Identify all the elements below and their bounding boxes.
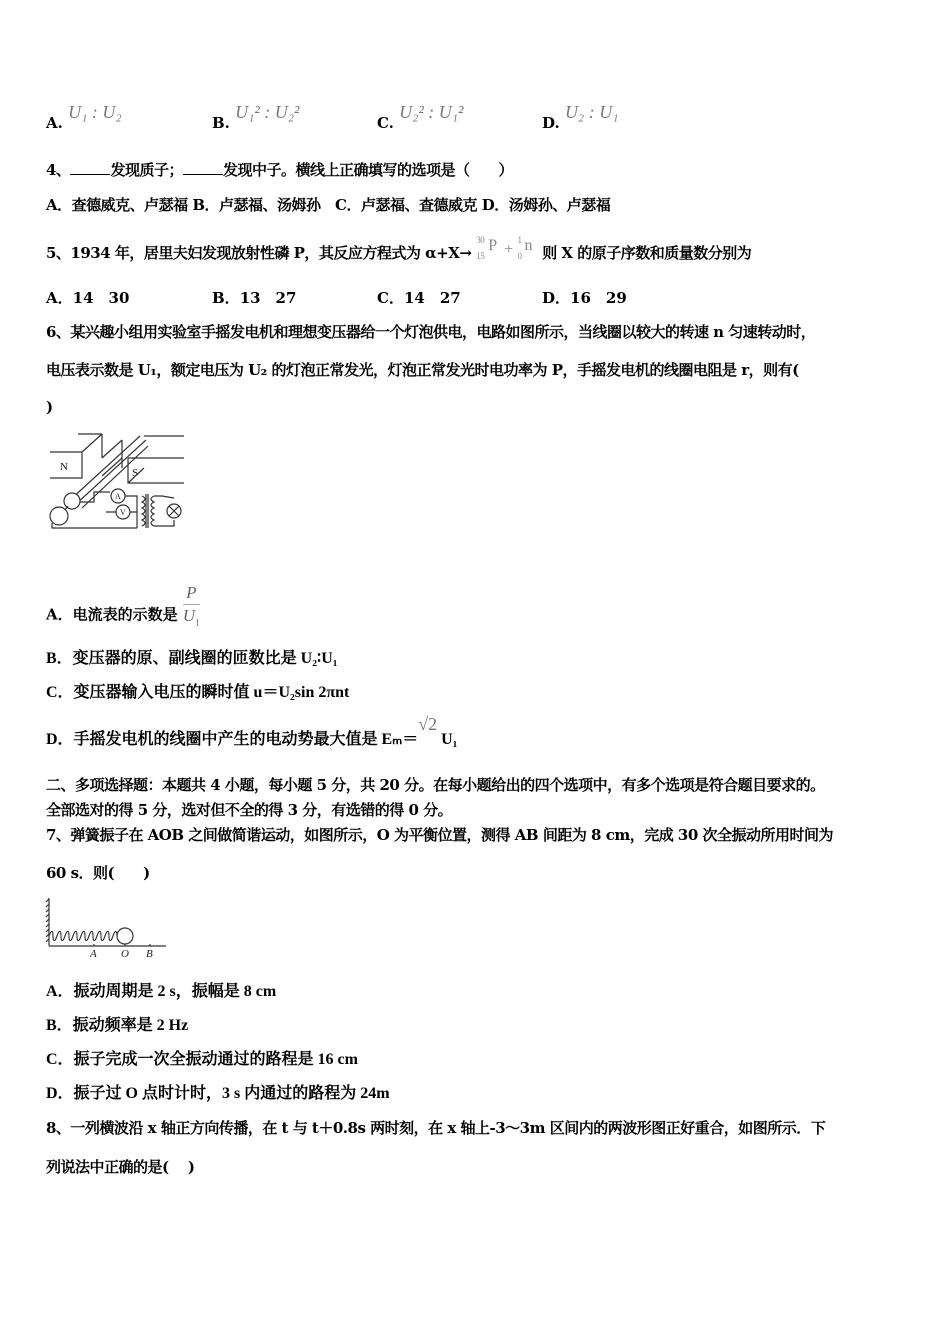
primary-coil bbox=[142, 496, 145, 526]
question-number: 4、 bbox=[46, 161, 71, 179]
numerator: P bbox=[183, 582, 200, 605]
ratio-expression: U₂² : U₁² bbox=[399, 102, 464, 122]
spring-oscillator-diagram bbox=[44, 894, 174, 962]
nuclide-neutron bbox=[517, 235, 537, 268]
option-label: B. bbox=[212, 114, 230, 132]
point-b-label: B bbox=[146, 948, 153, 960]
option-value: 14 27 bbox=[403, 289, 461, 307]
q6-option-b: B．变压器的原、副线圈的匝数比是 U₂∶U₁ bbox=[46, 650, 338, 667]
atomic-number: 15 bbox=[476, 251, 485, 261]
q3-option-d bbox=[542, 102, 619, 133]
voltmeter-label: V bbox=[120, 508, 126, 517]
q4-stem bbox=[46, 160, 513, 180]
q6-option-a bbox=[46, 583, 200, 641]
point-o-label: O bbox=[121, 948, 129, 960]
section2-header-line1: 二、多项选择题：本题共 4 小题，每小题 5 分，共 20 分。在每小题给出的四个选项中，有多个选项是符合题目要求的。 bbox=[46, 776, 825, 794]
ratio-expression: U₁ : U₂ bbox=[68, 102, 122, 122]
nuclide-phosphorus bbox=[476, 235, 504, 268]
option-label: C． bbox=[377, 289, 404, 307]
den-subscript: 1 bbox=[195, 617, 200, 628]
option-a-text: A．电流表的示数是 bbox=[46, 605, 178, 624]
q6-option-d bbox=[46, 714, 458, 750]
q4-text-2: 发现中子。横线上正确填写的选项是（ ） bbox=[222, 161, 513, 179]
secondary-coil bbox=[151, 496, 154, 526]
q8-stem-line2: 列说法中正确的是( ) bbox=[46, 1158, 195, 1176]
generator-circuit-diagram bbox=[44, 428, 194, 533]
q5-option-c bbox=[377, 288, 461, 308]
option-value: 14 30 bbox=[72, 289, 130, 307]
q5-option-a bbox=[46, 288, 129, 308]
q3-option-a bbox=[46, 102, 122, 133]
atomic-number: 0 bbox=[517, 251, 522, 261]
ratio-expression: U₂ : U₁ bbox=[564, 102, 619, 122]
denominator bbox=[183, 605, 200, 633]
mass-number: 30 bbox=[476, 235, 485, 245]
q6-stem-line2: 电压表示数是 U₁，额定电压为 U₂ 的灯泡正常发光，灯泡正常发光时电功率为 P，手摇发电机的线圈电阻是 r，则有( bbox=[46, 361, 799, 379]
den-symbol: U bbox=[182, 606, 196, 625]
answer-blank-1 bbox=[70, 160, 110, 175]
q4-options: A．查德威克、卢瑟福 B．卢瑟福、汤姆孙 C．卢瑟福、查德威克 D．汤姆孙、卢瑟福 bbox=[46, 196, 611, 214]
q8-stem-line1: 8、一列横波沿 x 轴正方向传播，在 t 与 t＋0.8s 两时刻，在 x 轴上-3～3m 区间内的两波形图正好重合，如图所示．下 bbox=[46, 1119, 826, 1137]
ammeter-label: A bbox=[115, 492, 121, 501]
option-label: A. bbox=[46, 114, 63, 132]
option-label: D. bbox=[542, 114, 560, 132]
q7-stem-line2: 60 s．则( ) bbox=[46, 864, 150, 882]
ball-icon bbox=[117, 928, 133, 944]
option-value: 13 27 bbox=[239, 289, 297, 307]
q5-option-b bbox=[212, 288, 296, 308]
q7-option-b: B．振动频率是 2 Hz bbox=[46, 1017, 189, 1034]
option-d-text: D．手摇发电机的线圈中产生的电动势最大值是 Eₘ＝ bbox=[46, 731, 419, 748]
q7-stem-line1: 7、弹簧振子在 AOB 之间做简谐运动，如图所示，O 为平衡位置，测得 AB 间距为 8 cm，完成 30 次全振动所用时间为 bbox=[46, 826, 834, 844]
plus-sign: + bbox=[504, 241, 513, 258]
section2-header-line2: 全部选对的得 5 分，选对但不全的得 3 分，有选错的得 0 分。 bbox=[46, 801, 453, 819]
mass-number: 1 bbox=[517, 235, 522, 245]
element-symbol: P bbox=[488, 237, 497, 254]
south-label: S bbox=[132, 467, 139, 479]
option-label: D． bbox=[542, 289, 571, 307]
option-label: C. bbox=[377, 114, 394, 132]
option-d-tail: U₁ bbox=[441, 731, 458, 748]
q5-text-after: 则 X 的原子序数和质量数分别为 bbox=[542, 244, 752, 262]
q3-option-b bbox=[212, 102, 300, 133]
q3-option-c bbox=[377, 102, 464, 133]
spring-icon bbox=[49, 932, 117, 941]
q5-option-d bbox=[542, 288, 627, 308]
q7-option-c: C．振子完成一次全振动通过的路程是 16 cm bbox=[46, 1051, 358, 1068]
q6-option-c: C．变压器输入电压的瞬时值 u＝U₂sin 2πnt bbox=[46, 684, 350, 701]
option-value: 16 29 bbox=[570, 289, 627, 307]
wall-and-floor bbox=[49, 898, 166, 946]
q5-text-before: 5、1934 年，居里夫妇发现放射性磷 P，其反应方程式为 α+X→ bbox=[46, 244, 472, 262]
q6-stem-line3: ) bbox=[46, 398, 54, 416]
north-label: N bbox=[60, 461, 68, 473]
fraction-p-over-u1 bbox=[183, 582, 200, 633]
option-label: A． bbox=[46, 289, 73, 307]
answer-blank-2 bbox=[183, 160, 223, 175]
element-symbol: n bbox=[524, 237, 532, 254]
q4-text-1: 发现质子； bbox=[110, 161, 183, 179]
ratio-expression: U₁² : U₂² bbox=[235, 102, 300, 122]
q7-option-a: A．振动周期是 2 s，振幅是 8 cm bbox=[46, 983, 277, 1000]
q7-option-d: D．振子过 O 点时计时，3 s 内通过的路程为 24m bbox=[46, 1085, 390, 1102]
point-a-label: A bbox=[90, 948, 97, 960]
q5-stem bbox=[46, 235, 752, 268]
sqrt-two: √2 bbox=[418, 714, 438, 734]
q6-stem-line1: 6、某兴趣小组用实验室手摇发电机和理想变压器给一个灯泡供电，电路如图所示，当线圈以较大的转速 n 匀速转动时， bbox=[46, 323, 816, 341]
option-label: B． bbox=[212, 289, 240, 307]
